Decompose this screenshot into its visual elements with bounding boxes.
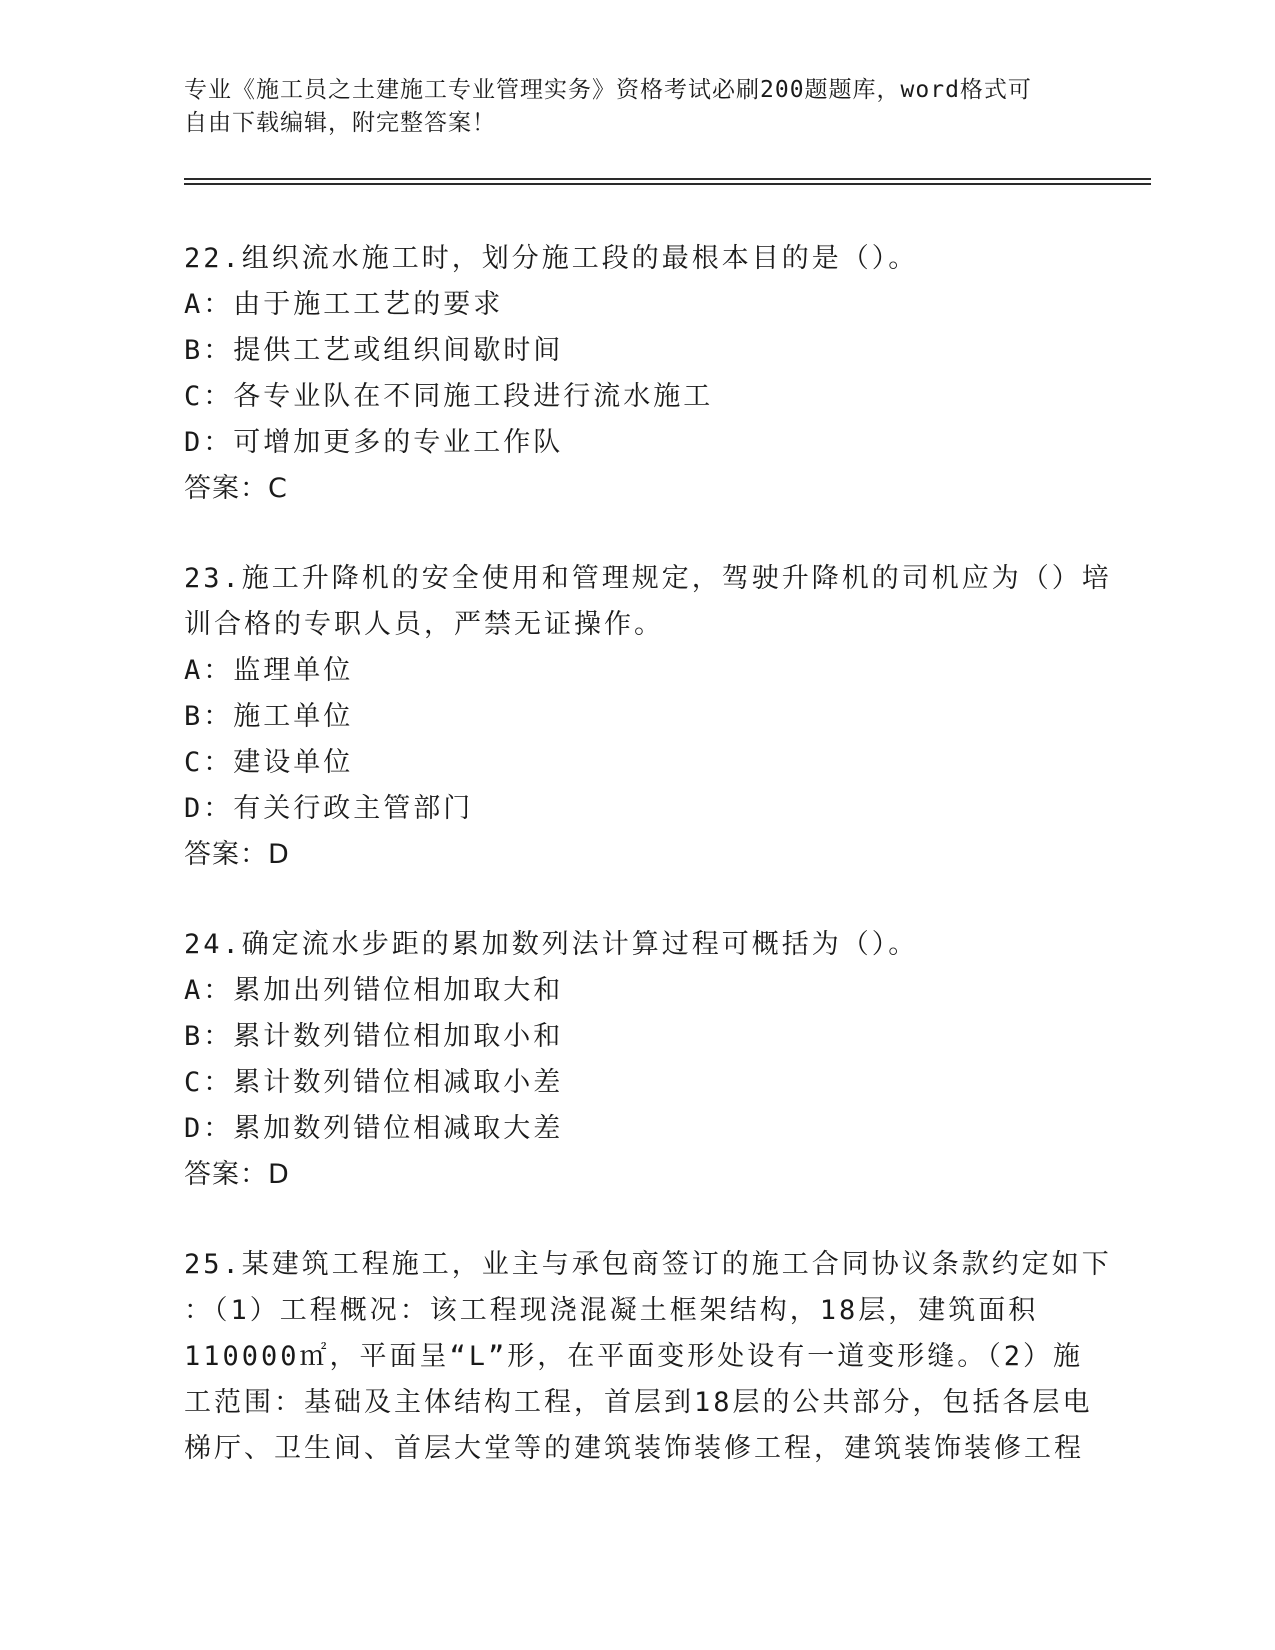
option-d: D：可增加更多的专业工作队 xyxy=(184,427,564,458)
option-c: C：各专业队在不同施工段进行流水施工 xyxy=(184,381,714,412)
option-c: C：建设单位 xyxy=(184,747,354,778)
answer-label: 答案：D xyxy=(184,839,290,870)
answer-label: 答案：D xyxy=(184,1159,290,1190)
header-title-line-2: 自由下载编辑，附完整答案！ xyxy=(184,110,496,136)
question-stem: 25.某建筑工程施工，业主与承包商签订的施工合同协议条款约定如下 xyxy=(184,1249,1112,1280)
answer-label: 答案：C xyxy=(184,473,288,504)
option-d: D：累加数列错位相减取大差 xyxy=(184,1113,564,1144)
option-a: A：由于施工工艺的要求 xyxy=(184,289,504,320)
question-23 xyxy=(184,556,1112,878)
question-spacer xyxy=(184,1198,1084,1242)
header-title-line-1: 专业《施工员之土建施工专业管理实务》资格考试必刷200题题库，word格式可 xyxy=(184,77,1032,103)
option-b: B：施工单位 xyxy=(184,701,354,732)
option-a: A：监理单位 xyxy=(184,655,354,686)
option-d: D：有关行政主管部门 xyxy=(184,793,474,824)
option-a: A：累加出列错位相加取大和 xyxy=(184,975,564,1006)
question-stem-continued: 工范围：基础及主体结构工程，首层到18层的公共部分，包括各层电 xyxy=(184,1387,1093,1418)
question-25 xyxy=(184,1242,1112,1472)
question-spacer xyxy=(184,878,1084,922)
question-stem-continued: ：（1）工程概况：该工程现浇混凝土框架结构，18层，建筑面积 xyxy=(184,1295,1039,1326)
question-stem-continued: 梯厅、卫生间、首层大堂等的建筑装饰装修工程，建筑装饰装修工程 xyxy=(184,1433,1084,1464)
question-stem: 22.组织流水施工时，划分施工段的最根本目的是（）。 xyxy=(184,243,919,274)
question-list xyxy=(184,236,1112,1472)
question-stem-continued: 110000㎡，平面呈“L”形，在平面变形处设有一道变形缝。（2）施 xyxy=(184,1341,1084,1372)
option-b: B：提供工艺或组织间歇时间 xyxy=(184,335,564,366)
option-b: B：累计数列错位相加取小和 xyxy=(184,1021,564,1052)
question-stem: 23.施工升降机的安全使用和管理规定，驾驶升降机的司机应为（）培 xyxy=(184,563,1112,594)
header-divider-bottom xyxy=(184,183,1151,185)
header-divider-top xyxy=(184,178,1151,180)
question-stem: 24.确定流水步距的累加数列法计算过程可概括为（）。 xyxy=(184,929,919,960)
document-header xyxy=(184,74,1064,140)
question-stem-continued: 训合格的专职人员，严禁无证操作。 xyxy=(184,609,664,640)
question-spacer xyxy=(184,512,1084,556)
question-22 xyxy=(184,236,1084,512)
question-24 xyxy=(184,922,1084,1198)
option-c: C：累计数列错位相减取小差 xyxy=(184,1067,564,1098)
